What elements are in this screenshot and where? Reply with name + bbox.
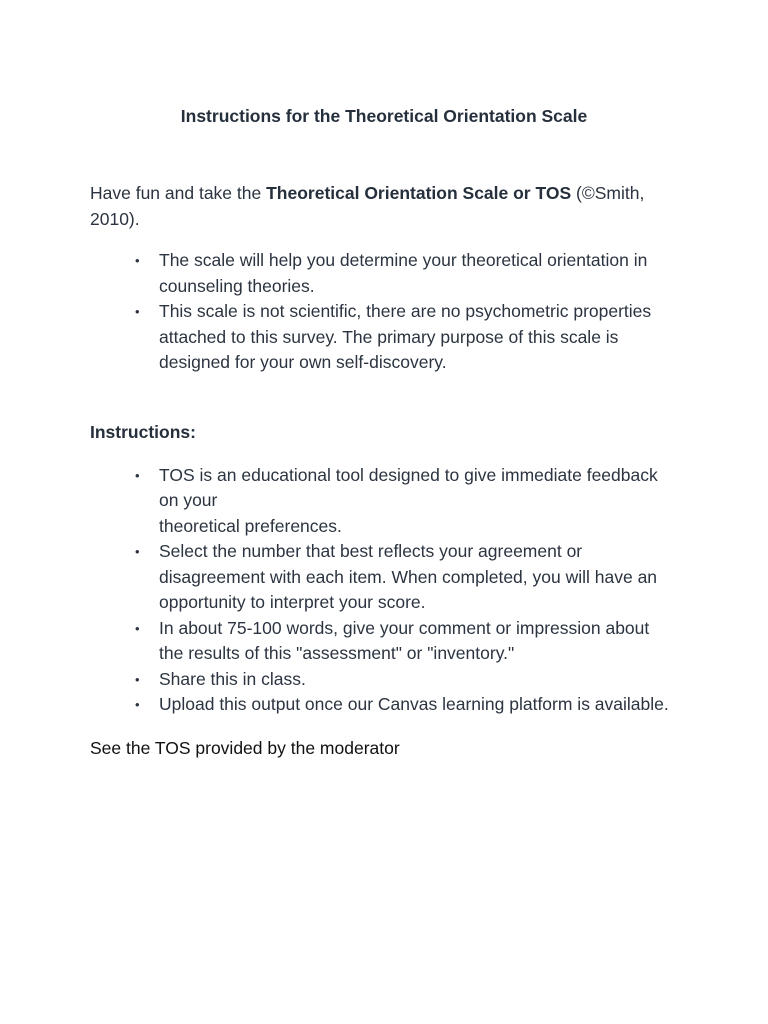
list-item-text-continued: theoretical preferences. — [159, 515, 342, 536]
bullet-dot: • — [135, 671, 140, 687]
list-item — [90, 248, 678, 299]
list-item — [90, 463, 678, 540]
intro-bold-scale-name: Theoretical Orientation Scale or TOS — [266, 183, 572, 203]
bullet-dot: • — [135, 304, 140, 319]
document-title: Instructions for the Theoretical Orientation Scale — [180, 106, 588, 126]
list-item-text: In about 75-100 words, give your comment or impression about the results of this "assessment" or "inventory." — [159, 617, 650, 663]
list-item-text: The scale will help you determine your theoretical orientation in counseling theories. — [159, 250, 648, 296]
list-item — [90, 539, 678, 616]
list-item — [90, 667, 678, 693]
bullet-dot: • — [135, 544, 140, 559]
bullet-dot: • — [135, 697, 140, 712]
instructions-section — [90, 420, 678, 761]
list-item-text: Select the number that best reflects your agreement or disagreement with each item. When completed, you will have an opportunity to interpret your score. — [159, 541, 658, 612]
closing-line: See the TOS provided by the moderator — [90, 737, 400, 758]
list-item-text: Share this in class. — [159, 668, 306, 689]
list-item — [90, 692, 678, 718]
list-item-text: Upload this output once our Canvas learning platform is available. — [159, 694, 669, 714]
list-item-text: TOS is an educational tool designed to give immediate feedback on your — [159, 464, 658, 510]
intro-bullet-list — [90, 248, 678, 376]
instructions-heading: Instructions: — [90, 421, 196, 442]
list-item — [90, 299, 678, 376]
intro-paragraph — [90, 181, 678, 232]
list-item — [90, 616, 678, 667]
intro-prefix: Have fun and take the — [90, 183, 267, 203]
intro-section — [90, 181, 678, 376]
intro-suffix: (©Smith, 2010). — [90, 183, 645, 229]
instructions-bullet-list — [90, 463, 678, 718]
list-item-text: This scale is not scientific, there are no psychometric properties attached to this survey. The primary purpose of this scale is designed for your own self-discovery. — [159, 301, 652, 372]
bullet-dot: • — [135, 467, 140, 483]
bullet-dot: • — [135, 253, 140, 268]
bullet-dot: • — [135, 620, 140, 636]
